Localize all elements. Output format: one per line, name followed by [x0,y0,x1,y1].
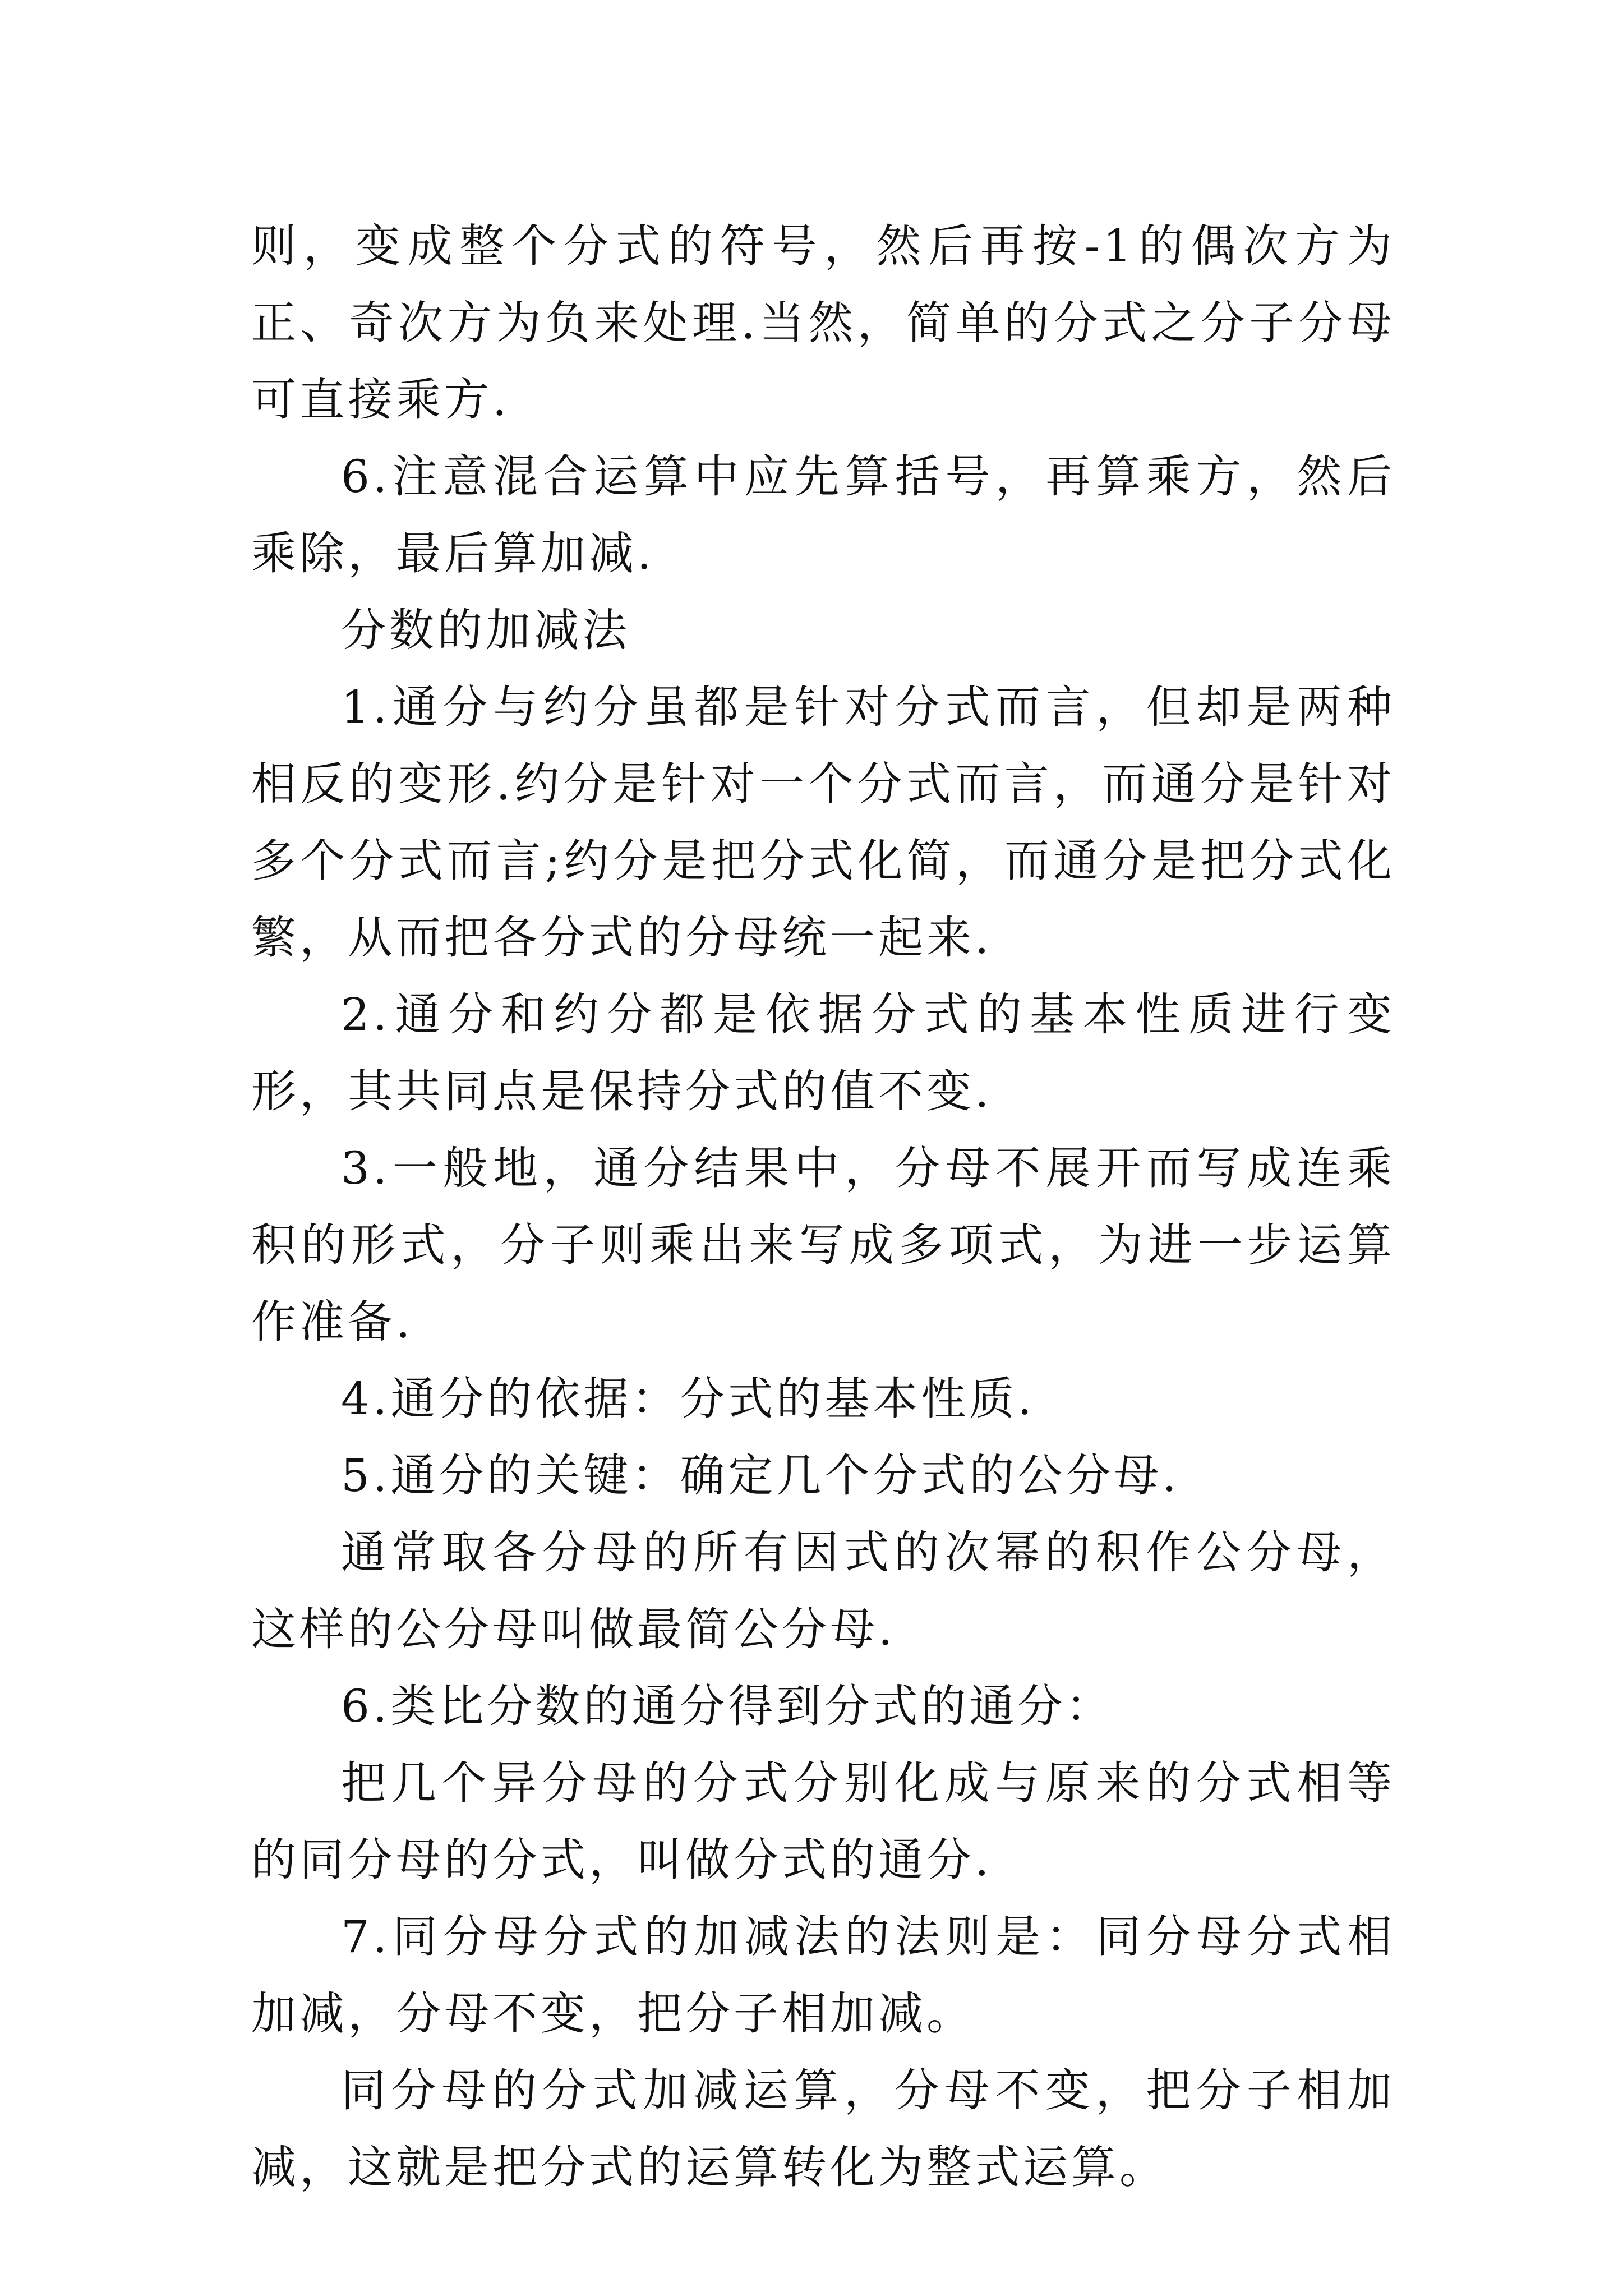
paragraph-definition: 把几个异分母的分式分别化成与原来的分式相等的同分母的分式，叫做分式的通分. [251,1757,1395,1886]
paragraph-conclusion: 同分母的分式加减运算，分母不变，把分子相加减，这就是把分式的运算转化为整式运算。 [251,2064,1395,2193]
paragraph-mixed-operations: 6.注意混合运算中应先算括号，再算乘方，然后乘除，最后算加减. [251,450,1395,579]
paragraph-point-4: 4.通分的依据：分式的基本性质. [341,1373,1035,1425]
paragraph-point-3: 3.一般地，通分结果中，分母不展开而写成连乘积的形式，分子则乘出来写成多项式，为进一步运算作准备. [251,1142,1395,1348]
paragraph-point-5: 5.通分的关键：确定几个分式的公分母. [341,1450,1180,1502]
section-heading-fraction-addition: 分数的加减法 [341,604,630,656]
paragraph-continuation: 则，变成整个分式的符号，然后再按-1的偶次方为正、奇次方为负来处理.当然，简单的分式之分子分母可直接乘方. [251,220,1395,426]
paragraph-point-6: 6.类比分数的通分得到分式的通分： [341,1680,1114,1732]
document-body [251,208,1395,2206]
paragraph-point-2: 2.通分和约分都是依据分式的基本性质进行变形，其共同点是保持分式的值不变. [251,988,1395,1117]
paragraph-point-1: 1.通分与约分虽都是针对分式而言，但却是两种相反的变形.约分是针对一个分式而言，而通分是针对多个分式而言;约分是把分式化简，而通分是把分式化繁，从而把各分式的分母统一起来. [251,681,1395,964]
paragraph-point-7: 7.同分母分式的加减法的法则是：同分母分式相加减，分母不变，把分子相加减。 [251,1911,1395,2040]
paragraph-common-denominator: 通常取各分母的所有因式的次幂的积作公分母，这样的公分母叫做最简公分母. [251,1526,1395,1655]
